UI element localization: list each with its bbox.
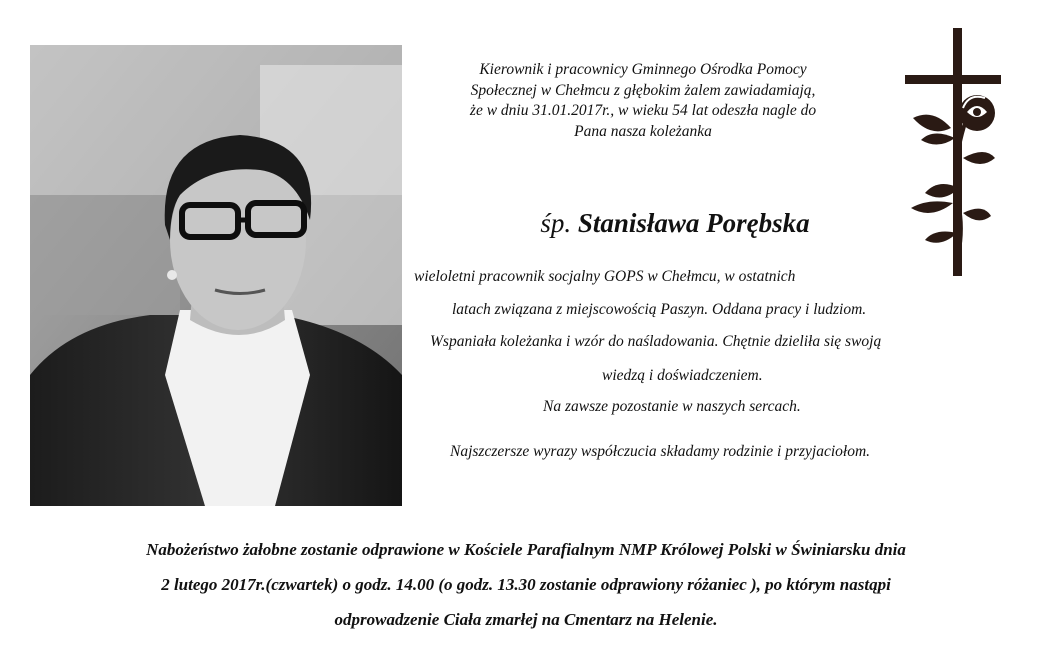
name-full: Stanisława Porębska xyxy=(577,208,810,238)
bio-line: wieloletni pracownik socjalny GOPS w Chełmcu, w ostatnich xyxy=(414,268,796,285)
cross-with-rose-icon xyxy=(903,28,1003,278)
deceased-name xyxy=(440,208,910,239)
name-prefix: śp. xyxy=(540,208,572,238)
service-line: odprowadzenie Ciała zmarłej na Cmentarz na Helenie. xyxy=(334,610,718,629)
portrait-icon xyxy=(30,45,402,506)
portrait-photo xyxy=(30,45,402,506)
bio-line: Wspaniała koleżanka i wzór do naśladowania. Chętnie dzieliła się swoją xyxy=(430,333,882,350)
bio-line: wiedzą i doświadczeniem. xyxy=(602,367,763,384)
intro-line: że w dniu 31.01.2017r., w wieku 54 lat odeszła nagle do xyxy=(469,102,817,119)
intro-line: Kierownik i pracownicy Gminnego Ośrodka Pomocy xyxy=(479,61,807,78)
intro-line: Społecznej w Chełmcu z głębokim żalem zawiadamiają, xyxy=(470,81,816,99)
condolence-line: Najszczersze wyrazy współczucia składamy rodzinie i przyjaciołom. xyxy=(450,443,871,460)
intro-text xyxy=(418,60,868,142)
bio-line: latach związana z miejscowością Paszyn. Oddana pracy i ludziom. xyxy=(452,301,867,318)
service-line: 2 lutego 2017r.(czwartek) o godz. 14.00 (o godz. 13.30 zostanie odprawiony różaniec ), po którym nastąpi xyxy=(161,575,891,594)
intro-line: Pana nasza koleżanka xyxy=(574,122,712,140)
service-line: Nabożeństwo żałobne zostanie odprawione w Kościele Parafialnym NMP Królowej Polski w Świniarsku dnia xyxy=(146,540,906,559)
bio-line: Na zawsze pozostanie w naszych sercach. xyxy=(543,398,801,415)
funeral-service-info xyxy=(0,532,1052,637)
